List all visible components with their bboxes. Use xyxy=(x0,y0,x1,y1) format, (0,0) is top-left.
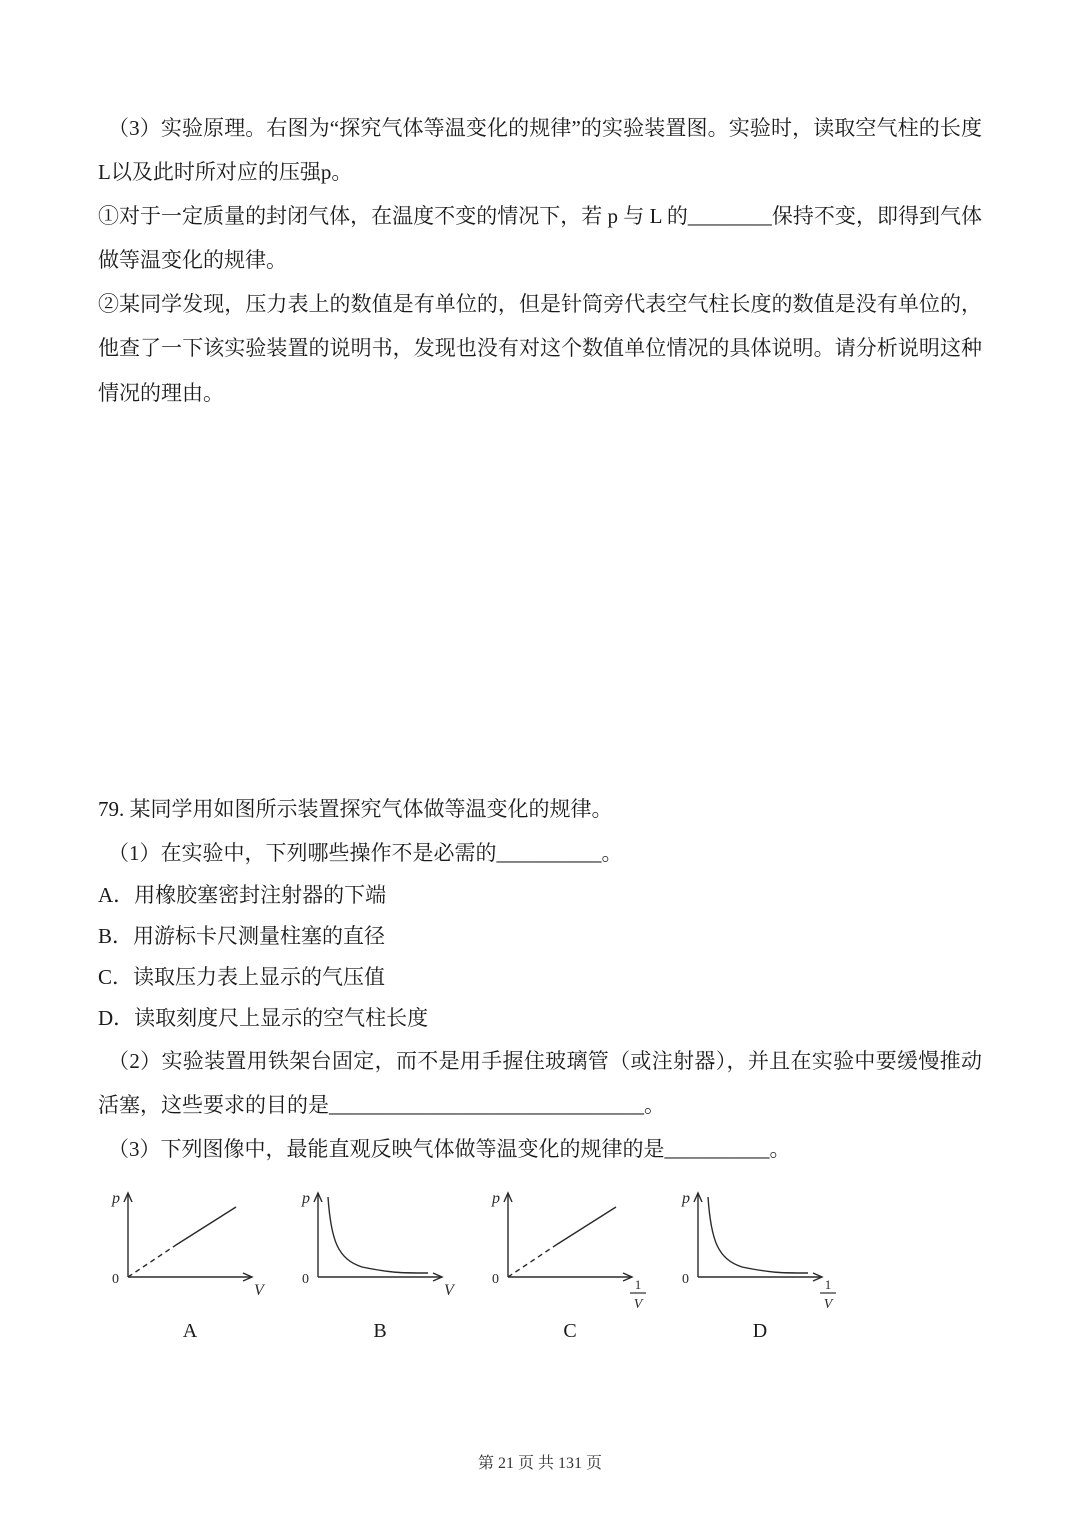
paragraph-item-2: ②某同学发现，压力表上的数值是有单位的，但是针筒旁代表空气柱长度的数值是没有单位的，他查了一下该实验装置的说明书，发现也没有对这个数值单位情况的具体说明。请分析说明这种情况的理由。 xyxy=(98,292,982,405)
svg-text:1: 1 xyxy=(634,1276,642,1292)
page-number: 第 21 页 共 131 页 xyxy=(477,1455,602,1472)
graph-plot-c xyxy=(482,1185,658,1311)
option-c: C．读取压力表上显示的气压值 xyxy=(98,964,386,989)
question-79-stem: 79. 某同学用如图所示装置探究气体做等温变化的规律。 xyxy=(98,796,613,821)
question-79 xyxy=(98,787,982,1341)
figure-b xyxy=(292,1185,468,1341)
svg-text:0: 0 xyxy=(112,1271,119,1287)
svg-text:p: p xyxy=(492,1189,500,1207)
svg-text:0: 0 xyxy=(492,1271,499,1287)
svg-text:0: 0 xyxy=(682,1271,689,1287)
paragraph-experiment-principle: （3）实验原理。右图为“探究气体等温变化的规律”的实验装置图。实验时，读取空气柱的长度L以及此时所对应的压强p。 xyxy=(98,116,982,185)
graph-row xyxy=(102,1185,982,1341)
paragraph-item-1: ①对于一定质量的封闭气体，在温度不变的情况下，若 p 与 L 的________保持不变，即得到气体做等温变化的规律。 xyxy=(98,204,982,273)
svg-text:p: p xyxy=(302,1189,310,1207)
graph-letter-a: A xyxy=(182,1319,198,1342)
figure-d xyxy=(672,1185,848,1341)
svg-text:0: 0 xyxy=(302,1271,309,1287)
question-79-part1: （1）在实验中，下列哪些操作不是必需的__________。 xyxy=(108,840,623,865)
option-b: B．用游标卡尺测量柱塞的直径 xyxy=(98,923,386,948)
graph-letter-b: B xyxy=(373,1319,387,1342)
graph-plot-d xyxy=(672,1185,848,1311)
graph-plot-b xyxy=(292,1185,468,1311)
svg-text:p: p xyxy=(112,1189,120,1207)
option-a: A．用橡胶塞密封注射器的下端 xyxy=(98,882,387,907)
question-79-part3: （3）下列图像中，最能直观反映气体做等温变化的规律的是__________。 xyxy=(108,1136,791,1161)
svg-text:1: 1 xyxy=(824,1276,832,1292)
graph-plot-a xyxy=(102,1185,278,1311)
figure-a xyxy=(102,1185,278,1341)
graph-letter-d: D xyxy=(752,1319,768,1342)
option-d: D．读取刻度尺上显示的空气柱长度 xyxy=(98,1005,429,1030)
svg-text:p: p xyxy=(682,1189,690,1207)
svg-text:V: V xyxy=(444,1281,454,1299)
svg-text:V: V xyxy=(254,1281,264,1299)
figure-c xyxy=(482,1185,658,1341)
question-79-part2: （2）实验装置用铁架台固定，而不是用手握住玻璃管（或注射器），并且在实验中要缓慢推动活塞，这些要求的目的是______________________________。 xyxy=(98,1048,982,1117)
question-79-options xyxy=(98,875,982,1039)
svg-text:V: V xyxy=(633,1296,643,1311)
graph-letter-c: C xyxy=(563,1319,577,1342)
svg-text:V: V xyxy=(823,1296,833,1311)
